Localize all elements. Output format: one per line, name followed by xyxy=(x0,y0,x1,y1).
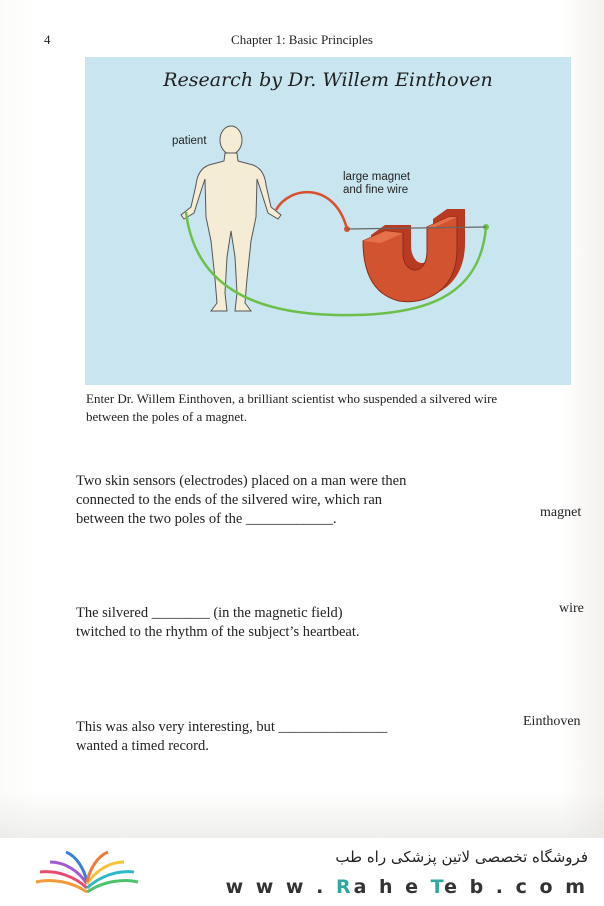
label-magnet-line2: and fine wire xyxy=(343,184,409,196)
question-1-line-1: Two skin sensors (electrodes) placed on a man were then xyxy=(76,473,407,489)
banner-website[interactable] xyxy=(226,876,588,898)
banner-url-a: a h e xyxy=(353,876,431,898)
answer-2: wire xyxy=(559,601,584,616)
caption-line-2: between the poles of a magnet. xyxy=(86,409,247,424)
question-1-line-2: connected to the ends of the silvered wire, which ran xyxy=(76,492,383,508)
question-2-line-1: The silvered ________ (in the magnetic field) xyxy=(76,605,343,621)
running-head: Chapter 1: Basic Principles xyxy=(231,32,373,47)
figure-title: Research by Dr. Willem Einthoven xyxy=(163,69,493,91)
question-2-line-2: twitched to the rhythm of the subject’s heartbeat. xyxy=(76,624,360,640)
banner-url-t: T xyxy=(430,876,445,898)
caption-line-1: Enter Dr. Willem Einthoven, a brilliant scientist who suspended a silvered wire xyxy=(86,391,498,406)
einthoven-figure xyxy=(85,57,571,385)
figure-drawing xyxy=(85,57,571,385)
banner-url-prefix: w w w . xyxy=(225,876,336,898)
question-1 xyxy=(76,472,406,529)
answer-1: magnet xyxy=(540,505,582,520)
patient-figure xyxy=(181,126,281,311)
question-1-line-3: between the two poles of the ____________. xyxy=(76,511,337,527)
horseshoe-magnet xyxy=(363,209,465,302)
label-patient: patient xyxy=(172,135,207,147)
label-magnet-line1: large magnet xyxy=(343,171,411,183)
page-number: 4 xyxy=(44,32,51,47)
fine-wire xyxy=(347,227,486,229)
store-banner xyxy=(0,838,604,906)
question-3-line-1: This was also very interesting, but _______________ xyxy=(76,719,388,735)
red-lead xyxy=(276,192,347,229)
question-3-line-2: wanted a timed record. xyxy=(76,738,209,754)
banner-url-suffix: e b . c o m xyxy=(444,876,588,898)
question-3 xyxy=(76,718,387,756)
figure-caption xyxy=(86,390,546,426)
open-book-logo-icon xyxy=(32,848,142,898)
answer-3: Einthoven xyxy=(523,714,581,729)
banner-store-name: فروشگاه تخصصی لاتین پزشکی راه طب xyxy=(335,848,588,866)
page-bottom-shadow xyxy=(0,790,604,838)
question-2 xyxy=(76,604,359,642)
banner-url-r: R xyxy=(335,876,354,898)
